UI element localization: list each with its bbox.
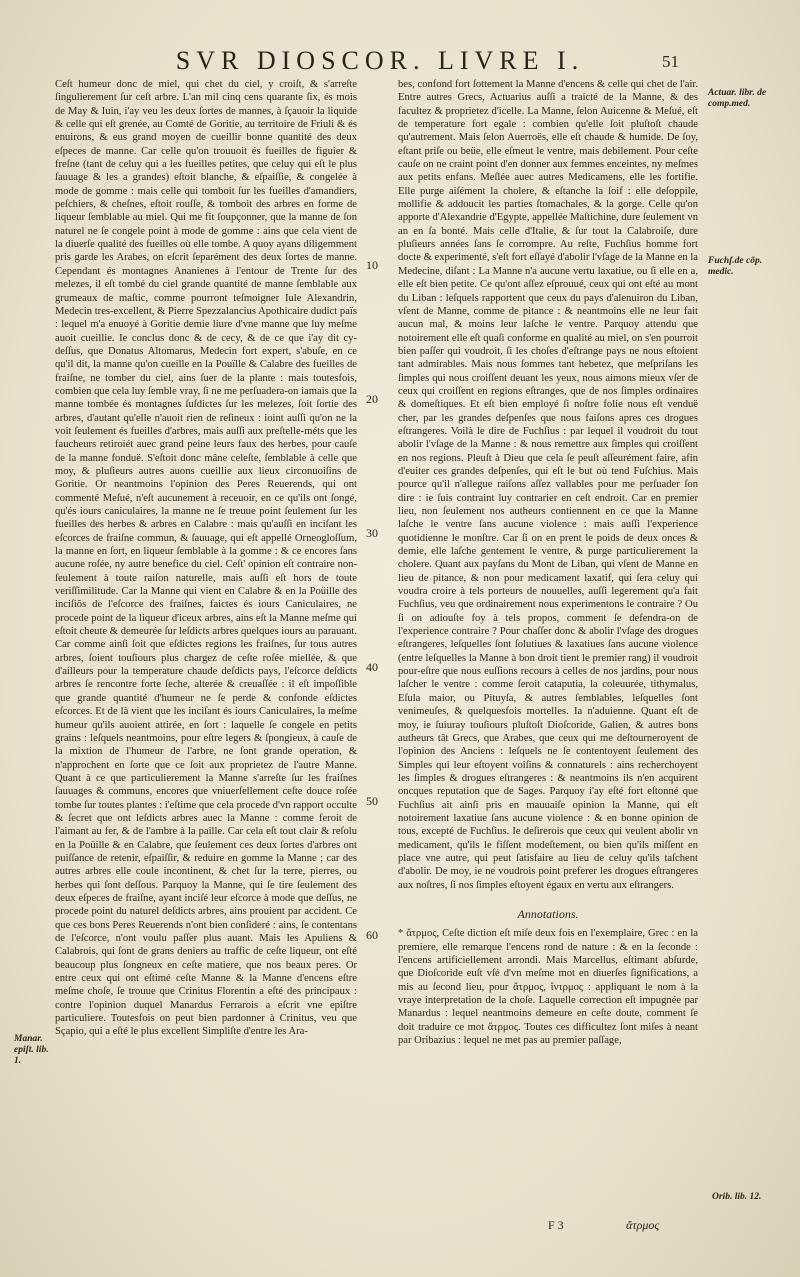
line-number-40: 40 [366, 660, 378, 674]
right-text-column [398, 78, 698, 1047]
signature-mark: F 3 [548, 1218, 564, 1232]
margin-note-fuchsius: Fuchſ.de cõp. medic. [708, 256, 763, 277]
annotation-paragraph: * ἄτρμος, Ceſte diction eſt miſe deux fois en l'exemplaire, Grec : en la premiere, elle remarque l'encens rond de nature : & en la ſeconde : l'encens artificiellement arrondi. Mais Marcellus, eſtimant abſurde, que Dioſcoride euſt vſé d'vn meſme mot en diuerſes ſignifications, a mis au ſecond lieu, pour ἄτρμος, ἴντρμος : appliquant le nom à la vraye interpretation de la choſe. Laquelle correction eſt impugnée par Manardus : lequel neantmoins demeure en ceſte doute, comment ſe doit traduire ce mot ἄτρμος. Toutes ces difficultez ſont miſes à neant par Oribazius : lequel ne met pas au premier paſſage, [398, 928, 698, 1047]
catchword: ἄτρμος [626, 1218, 660, 1232]
margin-note-manardus: Manar. epiſt. lib. 1. [14, 1034, 49, 1066]
line-number-30: 30 [366, 526, 378, 540]
line-number-50: 50 [366, 794, 378, 808]
annotations-heading: Annotations. [517, 906, 579, 921]
page-header [0, 40, 800, 80]
margin-note-oribasius: Orib. lib. 12. [712, 1192, 762, 1202]
left-column-paragraph: Ceſt humeur donc de miel, qui chet du ciel, y croiſt, & s'arreſte ſingulierement ſur ceſt arbre. L'an mil cinq cens quarante ſix, és mois de May & Iuin, i'ay veu les deux ſortes de mannes, à ſçauoir la liquide & celle qui eſt grenée, au Comté de Goritie, au territoire de Friuli & és enuirons, & eus grand moyen de cueillir bonne quantité des deux eſpeces de manne. Car celle qu'on trouuoit és fueilles de figuier & freſne (tant de celuy qui a les fueilles petites, que celuy qui eſt le plus ſauuage & les a grandes) eſtoit blanche, & eſpaiſſie, & congelée à mode de gomme : mais celle qui tomboit ſur les fueilles d'amandiers, peſchiers, & cheſnes, eſtoit rouſſe, & tomboit des arbres en forme de liqueur ſemblable au miel. Qui me fit ſoupçonner, que la manne de ſon naturel ne ſe congele point à mode de gomme : ains que cela vient de la diuerſe qualité des fueilles où elle tombe. A quoy ayans diligemment pris garde les Arabes, on eſcrit ſeparément des deux ſortes de manne. Cependant és montagnes Ananienes à l'entour de Trente ſur des melezes, il eſt tombé du ciel grande quantité de manne ſemblable aux grumeaux de maſtic, comme pourront teſmoigner Iule Alexandrin, Medecin tres-excellent, & Pierre Spezzalancius Apothicaire dudict païs : lequel m'a enuoyé à Goritie demie liure d'vne manne que luy meſme auoit cueillie. Ie conclus donc & de cecy, & de ce que i'ay dit cy-deſſus, que Donatus Altomarus, Medecin fort expert, s'abuſe, en ce qu'il dit, la manne qu'on cueille en la Pouïlle & Calabre des fueilles de fraiſne, ne tomber du ciel, ains ſuer de la plante : mais toutesfois, combien que cela luy ſemble vray, ſi ne me perſuadera-on iamais que la manne tombée és montagnes ſuſdictes ſur les melezes, ſoit ſortie des arbres, d'autant qu'elle n'auoit rien de reſineux : ioint auſſi qu'on ne la voit ſeulement és fueilles d'arbres, mais auſſi aux preſtelle-méts que les faucheurs retiroiét auec grand peine leurs faux des herbes, pour cauſe de la manne fonduë. S'eſtoit donc mâne celeſte, ſemblable à celle que moy, & pluſieurs autres auons cueillie aux lieux circonuoiſins de Goritie. Or neantmoins l'opinion des Peres Reuerends, qui ont commenté Meſué, n'eſt aucunement à receuoir, en ce qu'ils ont ſongé, qu'és iours caniculaires, la manne ne ſe treuue point ſeulement ſur les fueilles des herbes & arbres en Calabre : mais qu'auſſi en inciſant les eſcorces de fraiſne commun, & ſauuage, qui eſt appellé Orneogloſſum, la manne en ſort, en liqueur ſemblable à la gomme : & ce encores ſans aucune roſée, ny autre benefice du ciel. Ceſt' opinion eſt contraire non-ſeulement à toute raiſon naturelle, mais auſſi eſt hors de toute veriſſimilitude. Car la Manne qui vient en Calabre & en la Poüille des inciſiõs de l'eſcorce des fraiſnes, faictes és iours Caniculaires, ne procede point de la liqueur d'iceux arbres, ains eſt la Manne meſme qui eſtoit cheute & demeurée ſur leſdicts arbres quelques iours au parauant. Car comme ainſi ſoit que eſdictes regions les fraiſnes, ſur tous autres arbres, ſoient touſiours plus chargez de ceſte roſée miellée, & que d'ailleurs pour la temperature chaude deſdicts pays, l'eſcorce deſdicts arbres ſe rencontre forte ſeche, alterée & creuaſſée : il eſt impoſſible que grande quantité d'humeur ne ſe perde & confonde eſdictes eſcorces. Et de là vient que les inciſant és iours Caniculaires, la meſme humeur qu'ils auoient attirée, en ſort : laquelle ſe congele en petits grains : leſquels neantmoins, pour eſtre legers & ſpongieux, à cauſe de la mixtion de l'humeur de l'arbre, ne ſont grande operation, & n'approchent en ſorte que ce ſoit aux proprietez de l'autre Manne. Quant à ce que particulierement la Manne s'arreſte ſur les fraiſnes ſauuages & communs, encores que vniuerſellement ceſte douce roſée tombe ſur toutes plantes : i'eſtime que cela procede d'vn rapport occulte & ſecret que ont leſdicts arbres auec la Manne : comme feroit de l'aimant au fer, & de l'ambre à la paille. Car cela eſt tout clair & reſolu en la Poüille & en Calabre, que ſeulement ces deux ſortes d'arbres ont puiſſance de retenir, eſpaiſſir, & reduire en gomme la Manne ; car des autres arbres elle coule incontinent, & chet ſur la terre, pierres, ou herbes qui ſont deſſous. Parquoy la Manne, qui ſe tire ſeulement des deux eſpeces de fraiſne, ayant inciſé leur eſcorce à mode que deſſus, ne procede point du naturel deſdicts arbres, ains prouient par accident. Ce que ces bons Peres Reuerends n'ont bien conſideré : ains, ſe contentans de l'eſcorce, n'ont voulu paſſer plus auant. Mais les Apuliens & Calabrois, qui ſont de grans deniers au traffic de ceſte liqueur, ont eſté beaucoup plus ſongneux en ceſte matiere, que nos beaux peres. Or entre ceux qui ont eſtimé ceſte Manne & la Manne d'encens eſtre meſme choſe, ſe trouue que Crinitus Florentin a eſté des principaux : contre l'opinion duquel Manardus Ferrarois a eſcrit vne epiſtre particuliere. Toutesfois on peut bien pardonner à Crinitus, veu que Sçapio, qui a eſté le plus excellent Simpliſte d'entre les Ara- [55, 79, 357, 1038]
right-column-paragraph: bes, confond fort ſottement la Manne d'encens & celle qui chet de l'air. Entre autres Grecs, Actuarius auſſi a traicté de la Manne, & des facultez & proprietez d'icelle. La Manne, ſelon Auicenne & Meſué, eſt de temperature fort egale : combien qu'elle ſoit pluſtoſt chaude qu'autrement. Mais ſelon Auerroës, elle eſt chaude & humide. De ſoy, eſtant priſe ou beüe, elle eſmeut le ventre, mais debilement. Pour ceſte cauſe on ne craint point d'en donner aux femmes enceintes, ny meſmes aux petits enfans. Meſlée auec autres Medicamens, elle les fortifie. Elle purge aiſément la cholere, & eſtanche la ſoif : elle deſoppile, mollifie & addoucit les parties ſtomachales, & la gorge. Celle qu'on apporte d'Alexandrie d'Egypte, appellée Maſtichine, dure ſeulement vn an en ſa bonté. Mais celle d'Italie, & ſur tout la Calabroiſe, dure pluſieurs années ſans ſe corrompre. Au reſte, Fuchſius homme fort docte & experimenté, s'eſt fort eſſayé d'abolir l'vſage de la Manne en la Medecine, diſant : La Manne n'a aucune vertu laxatiue, ou ſi elle en a, elle eſt bien petite. Ce qu'ont aſſez eſprouué, ceux qui ont eſté au mont du Liban : leſquels rapportent que ceux du pays d'alenuiron du Liban, vſent de Manne, comme de pitance : & neantmoins elle ne leur fait aucun mal, & moins leur laſche le ventre. Parquoy attendu que notoirement elle eſt quaſi conforme en qualité au miel, on s'en pourroit bien paſſer qui voudroit, ſi les choſes d'eſtrange pays ne nous eſtoient tant admirables. Mais nous ſommes tant hebetez, que meſpriſans les ſimples qui nous croiſſent deuant les yeux, nous aimons mieux vſer de ceux qui croiſſent en regions eſtranges, que de nos ſimples ordinaires & domeſtiques. Et eſt bien employé ſi noſtre folie nous eſt venduë cher, par les grandes deſpenſes que nous faiſons apres ces drogues eſtrangeres. Voilà le dire de Fuchſius : par lequel il voudroit du tout abolir l'vſage de la Manne : & nous remettre aux ſimples qui croiſſent en nos regions. Pleuſt à Dieu que cela ſe peuſt aſſeurément faire, afin d'euiter ces grandes deſpenſes, qui eſt le but où tend Fuſchius. Mais pource qu'il n'allegue raiſons aſſez vallables pour me perſuader ſon dire : ie ſuis contraint luy contrarier en ceſt endroit. Car en premier lieu, non ſeulement nos autheurs contiennent en ce que la Manne laſche le ventre ſans aucune violence : mais auſſi l'experience quotidienne le monſtre. Car ſi on en prent le poids de deux onces & demie, elle laſche gentement le ventre, & purge particulierement la cholere. Quant aux payſans du Mont de Liban, qui vſent de Manne en lieu de pitance, & non pour medicament laxatif, qui ſera celuy qui voudra croire à tels porteurs de nouuelles, auſſi legerement qu'a fait Fuchſius, veu que ordinairement nous experimentons le contraire ? Ou ſi on adiouſte foy à tels propos, comment ſe defendra-on de l'experience contraire ? Pour chaſſer donc & abolir l'vſage des drogues eſtrangeres, leſquelles ſont ſolutiues & laxatiues ſans aucune violence (entre leſquelles la Manne à bon droit tient le premier rang) il voudroit pour-eſtre que nous euſſions recours à celles de nos jardins, pour nous laſcher le ventre : comme ſeroit cataputia, la coleuurée, tithymalus, Eſula maior, ou Pituyſa, & autres ſemblables, leſquelles ſont venimeuſes, & quelquesfois mortelles. Ia n'aduienne. Quant eſt de moy, ie ſuiuray touſiours pluſtoſt Dioſcoride, Galien, & autres bons autheurs tât Grecs, que Arabes, que ceux qui me deſtourneroyent de l'opinion des Anciens : leſquels ne ſe contentoyent ſeulement des Simples qui leur eſtoyent voiſins & connaturels : ains recherchoyent les ſimples & drogues eſtrangeres : & neantmoins ils n'en acquirent oncques reputation que de Sages. Parquoy i'ay eſté fort eſtonné que Fuchſius ait ainſi pris en mauuaiſe opinion la Manne, qui eſt notoirement laxatiue ſans aucune violence : & en bonne opinion de tous, excepté de Fuchſius. Ie deſirerois que ceux qui veulent abolir vn medicament, qu'ils le fiſſent modeſtement, ou bien qu'ils miſſent en place vne autre, qui peut ſatisfaire au lieu de celuy qu'ils taſchent d'abolir. De moy, ie ne voudrois point preferer les drogues eſtrangeres aux noſtres, ſi nos ſimples eſtoyent égaux en vertu aux eſtrangers. [398, 79, 698, 891]
running-title: SVR DIOSCOR. LIVRE I. [175, 46, 585, 75]
line-number-10: 10 [366, 258, 378, 272]
line-number-20: 20 [366, 392, 378, 406]
page-footer [398, 1218, 698, 1238]
left-text-column [55, 78, 357, 1039]
page-number: 51 [662, 52, 679, 71]
margin-note-actuarius: Actuar. libr. de comp.med. [708, 88, 767, 109]
line-number-60: 60 [366, 928, 378, 942]
